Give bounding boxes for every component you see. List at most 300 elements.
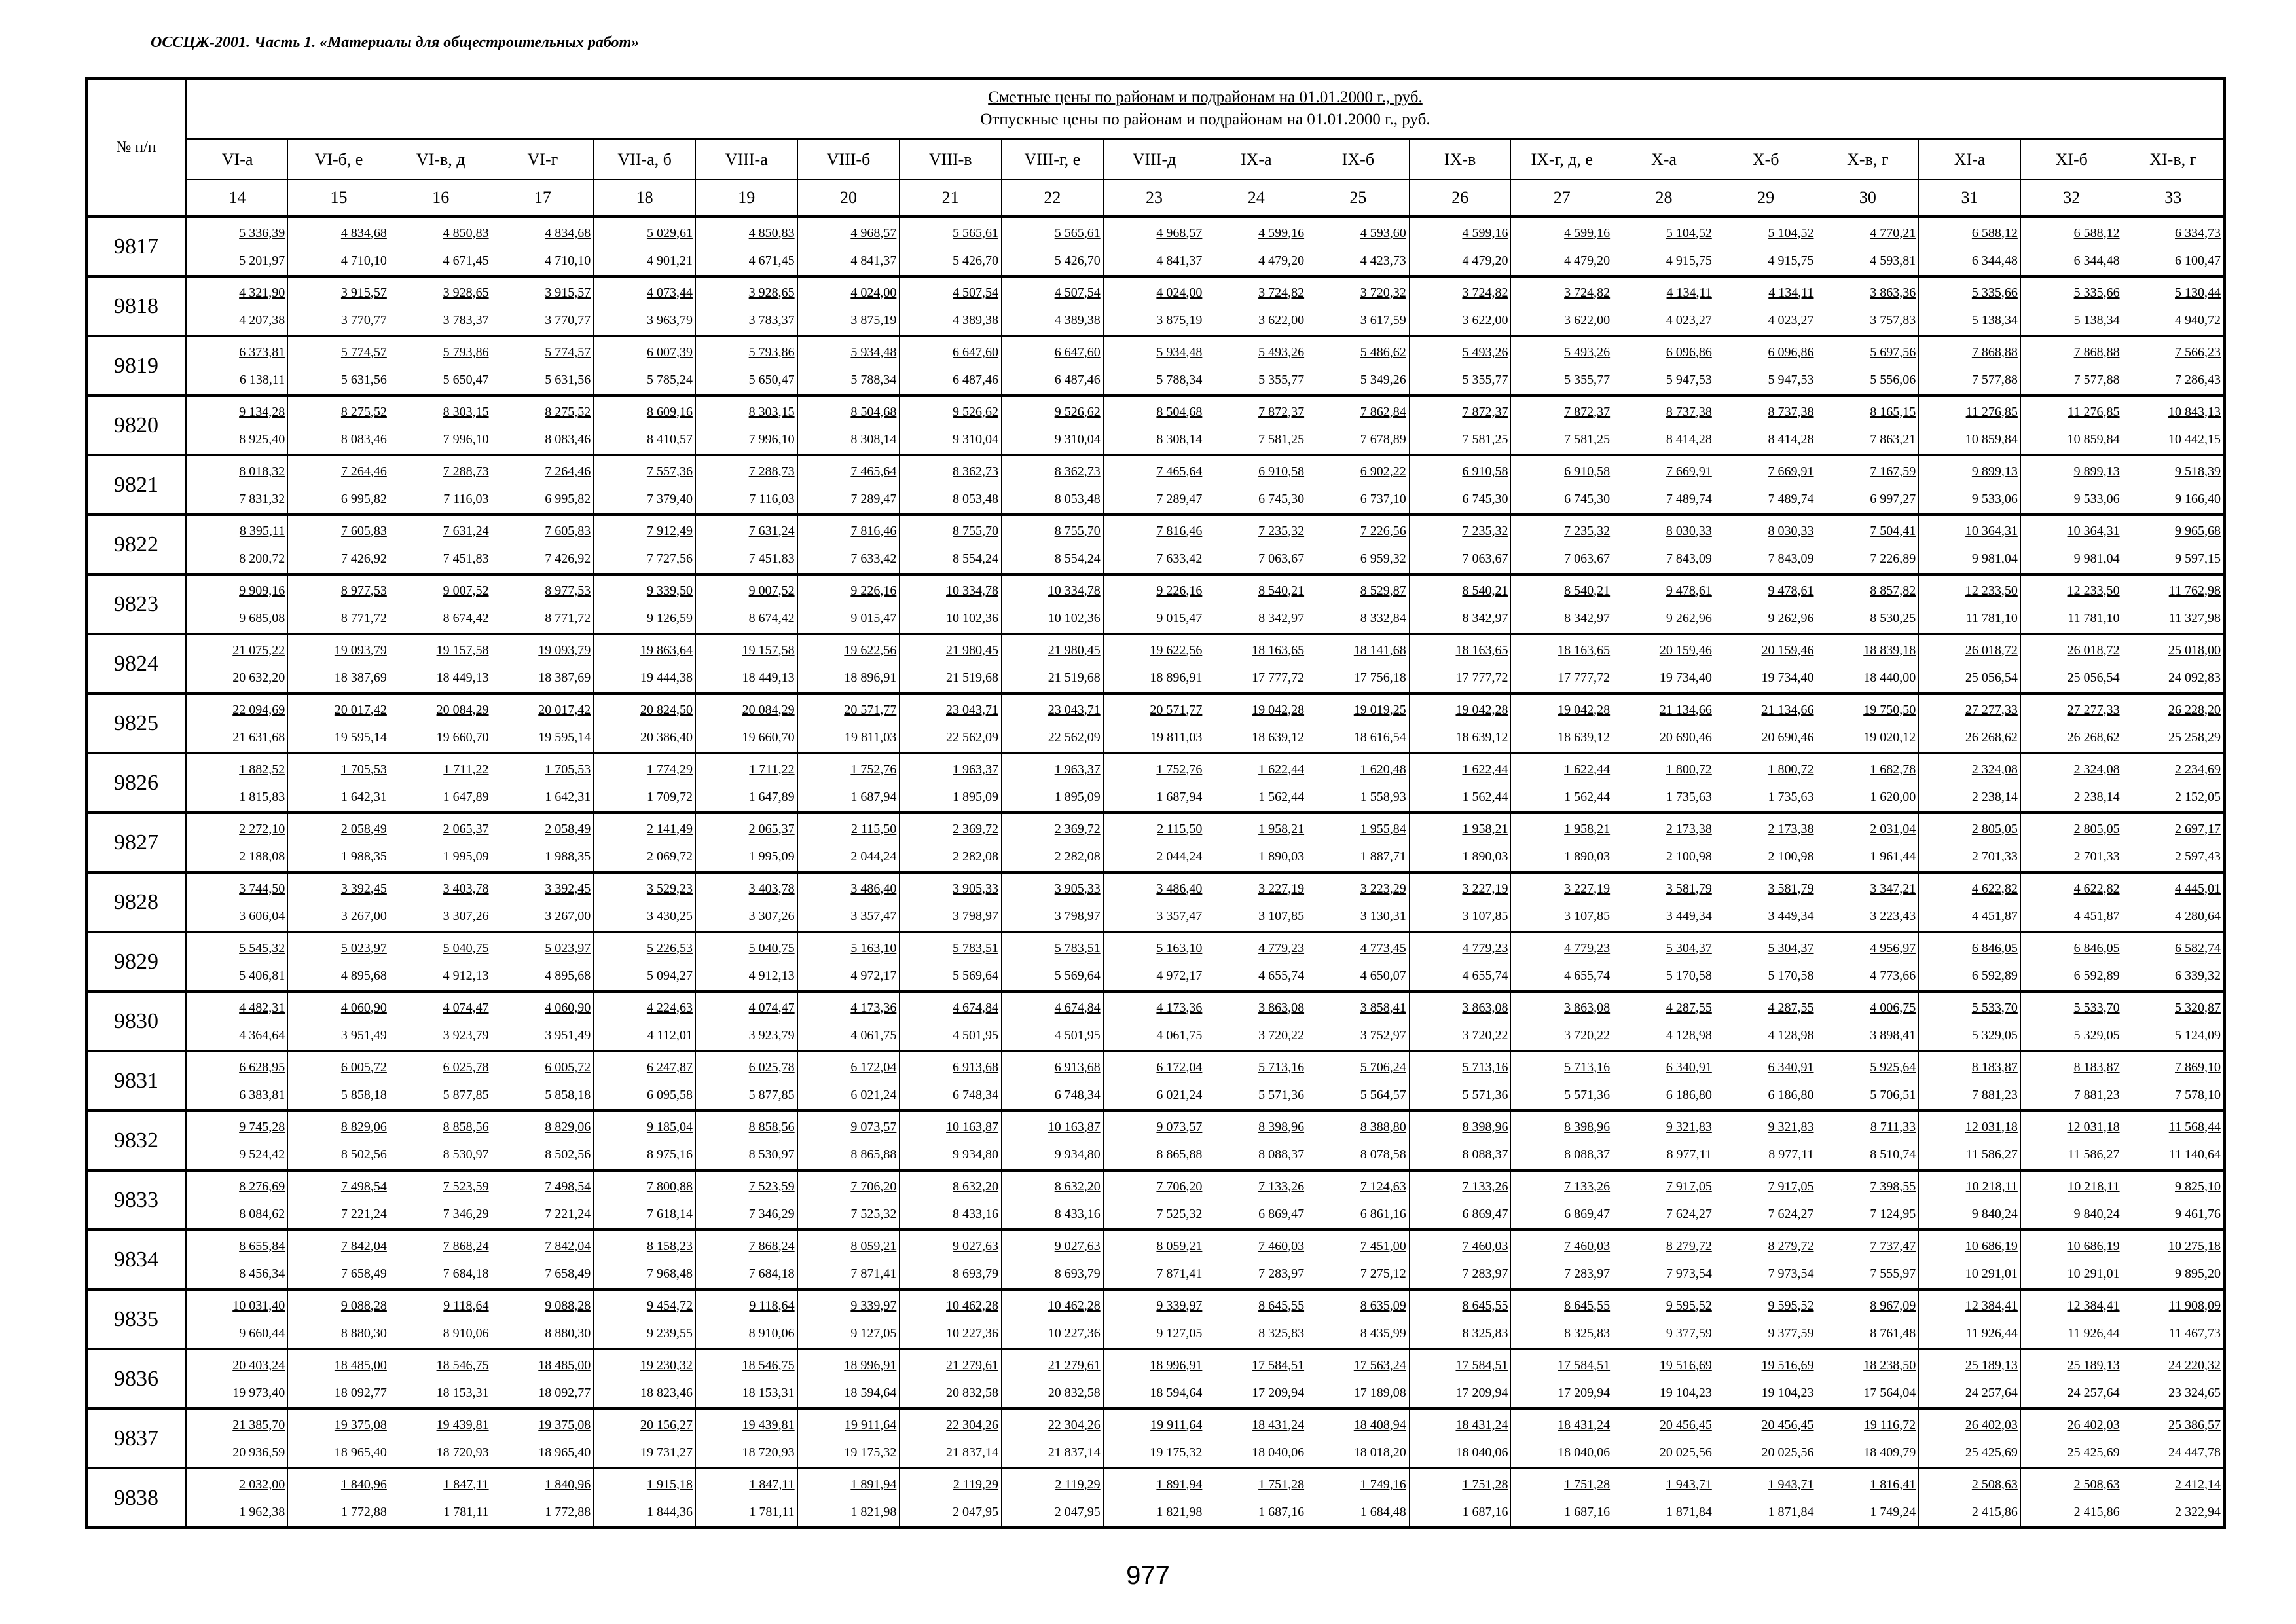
price-cell	[1307, 336, 1410, 396]
price-cell	[797, 1051, 900, 1111]
price-cell	[390, 1170, 492, 1230]
price-cell	[1817, 336, 1919, 396]
estimated-price: 9 118,64	[443, 1298, 489, 1313]
estimated-price: 9 088,28	[340, 1298, 387, 1313]
estimated-price: 10 218,11	[2068, 1179, 2120, 1194]
price-cell	[695, 1230, 797, 1289]
release-price: 7 658,49	[545, 1266, 591, 1281]
release-price: 18 018,20	[1353, 1445, 1406, 1460]
price-cell	[797, 693, 900, 753]
estimated-price: 1 915,18	[646, 1477, 693, 1492]
row-number: 9822	[86, 515, 186, 574]
release-price: 8 865,88	[850, 1147, 897, 1162]
estimated-price: 7 460,03	[1258, 1238, 1305, 1253]
release-price: 17 209,94	[1455, 1385, 1508, 1400]
price-cell	[492, 1111, 594, 1170]
estimated-price: 6 588,12	[2073, 225, 2120, 240]
release-price: 7 283,97	[1564, 1266, 1611, 1281]
release-price: 9 685,08	[239, 610, 285, 625]
estimated-price: 6 647,60	[953, 344, 998, 360]
price-cell	[695, 932, 797, 991]
release-price: 10 227,36	[1048, 1325, 1101, 1340]
estimated-price: 20 403,24	[232, 1357, 285, 1373]
release-price: 4 061,75	[850, 1027, 897, 1043]
price-cell	[186, 693, 288, 753]
estimated-price: 8 275,52	[340, 404, 387, 419]
estimated-price: 5 130,44	[2174, 285, 2221, 300]
price-cell	[288, 1468, 390, 1528]
estimated-price: 6 910,58	[1462, 464, 1508, 479]
release-price: 2 282,08	[953, 849, 998, 864]
price-cell	[1307, 455, 1410, 515]
price-cell	[1817, 693, 1919, 753]
release-price: 18 594,64	[1150, 1385, 1203, 1400]
estimated-price: 19 750,50	[1863, 702, 1916, 717]
price-cell	[1409, 693, 1511, 753]
release-price: 9 533,06	[1971, 491, 2018, 506]
estimated-price: 5 934,48	[850, 344, 897, 360]
price-cell	[186, 1468, 288, 1528]
estimated-price: 7 226,56	[1360, 523, 1406, 538]
estimated-price: 1 840,96	[340, 1477, 387, 1492]
price-cell	[1511, 217, 1613, 276]
estimated-price: 1 943,71	[1768, 1477, 1814, 1492]
estimated-price: 7 398,55	[1870, 1179, 1916, 1194]
price-cell	[797, 634, 900, 693]
estimated-price: 8 540,21	[1564, 583, 1611, 598]
estimated-price: 7 816,46	[850, 523, 897, 538]
release-price: 3 617,59	[1360, 312, 1406, 327]
estimated-price: 3 223,29	[1360, 881, 1406, 896]
release-price: 5 349,26	[1360, 372, 1406, 387]
estimated-price: 19 911,64	[1150, 1417, 1203, 1432]
release-price: 4 671,45	[443, 253, 489, 268]
price-cell	[1103, 991, 1205, 1051]
table-row	[86, 515, 2225, 574]
price-cell	[900, 515, 1002, 574]
release-price: 9 840,24	[2073, 1206, 2120, 1221]
estimated-price: 1 963,37	[953, 762, 998, 777]
estimated-price: 8 857,82	[1870, 583, 1916, 598]
release-price: 7 489,74	[1666, 491, 1712, 506]
price-cell	[1409, 1289, 1511, 1349]
release-price: 18 409,79	[1863, 1445, 1916, 1460]
price-cell	[1919, 574, 2021, 634]
price-cell	[1409, 1170, 1511, 1230]
release-price: 9 660,44	[239, 1325, 285, 1340]
price-cell	[695, 813, 797, 872]
row-number: 9838	[86, 1468, 186, 1528]
release-price: 8 771,72	[545, 610, 591, 625]
estimated-price: 2 173,38	[1768, 821, 1814, 836]
release-price: 18 092,77	[538, 1385, 591, 1400]
release-price: 6 861,16	[1360, 1206, 1406, 1221]
estimated-price: 9 478,61	[1768, 583, 1814, 598]
release-price: 4 912,13	[443, 968, 489, 983]
estimated-price: 4 593,60	[1360, 225, 1406, 240]
price-cell	[1919, 1349, 2021, 1409]
estimated-price: 7 557,36	[646, 464, 693, 479]
estimated-price: 18 546,75	[436, 1357, 489, 1373]
estimated-price: 19 116,72	[1863, 1417, 1916, 1432]
release-price: 2 282,08	[1054, 849, 1101, 864]
price-cell	[797, 515, 900, 574]
price-cell	[186, 634, 288, 693]
price-cell	[1103, 336, 1205, 396]
table-row	[86, 336, 2225, 396]
release-price: 4 364,64	[239, 1027, 285, 1043]
estimated-price: 4 074,47	[443, 1000, 489, 1015]
price-cell	[1715, 932, 1817, 991]
release-price: 9 934,80	[953, 1147, 998, 1162]
release-price: 9 524,42	[239, 1147, 285, 1162]
price-cell	[1409, 396, 1511, 455]
release-price: 7 881,23	[2073, 1087, 2120, 1102]
estimated-price: 6 647,60	[1054, 344, 1101, 360]
estimated-price: 20 456,45	[1761, 1417, 1814, 1432]
price-cell	[288, 396, 390, 455]
price-cell	[1002, 1289, 1104, 1349]
estimated-price: 1 943,71	[1666, 1477, 1712, 1492]
release-price: 5 355,77	[1258, 372, 1305, 387]
price-cell	[1409, 1468, 1511, 1528]
price-cell	[1919, 1170, 2021, 1230]
estimated-price: 6 910,58	[1258, 464, 1305, 479]
release-price: 1 821,98	[1156, 1504, 1203, 1519]
release-price: 5 631,56	[340, 372, 387, 387]
estimated-price: 18 485,00	[334, 1357, 387, 1373]
release-price: 5 569,64	[1054, 968, 1101, 983]
estimated-price: 4 321,90	[239, 285, 285, 300]
estimated-price: 7 451,00	[1360, 1238, 1406, 1253]
price-cell	[288, 872, 390, 932]
release-price: 3 107,85	[1258, 908, 1305, 923]
release-price: 4 501,95	[1054, 1027, 1101, 1043]
estimated-price: 2 065,37	[443, 821, 489, 836]
price-cell	[390, 1349, 492, 1409]
row-number: 9837	[86, 1409, 186, 1468]
estimated-price: 9 226,16	[850, 583, 897, 598]
release-price: 11 926,44	[2068, 1325, 2120, 1340]
price-cell	[695, 217, 797, 276]
price-cell	[594, 396, 696, 455]
estimated-price: 4 024,00	[850, 285, 897, 300]
estimated-price: 9 027,63	[953, 1238, 998, 1253]
estimated-price: 1 705,53	[340, 762, 387, 777]
estimated-price: 4 599,16	[1462, 225, 1508, 240]
column-number: 27	[1511, 180, 1613, 217]
release-price: 1 642,31	[545, 789, 591, 804]
release-price: 1 684,48	[1360, 1504, 1406, 1519]
release-price: 9 166,40	[2174, 491, 2221, 506]
estimated-price: 9 007,52	[748, 583, 795, 598]
price-cell	[1817, 515, 1919, 574]
estimated-price: 7 133,26	[1462, 1179, 1508, 1194]
release-price: 3 770,77	[545, 312, 591, 327]
price-cell	[390, 1111, 492, 1170]
price-cell	[1817, 1409, 1919, 1468]
release-price: 8 674,42	[748, 610, 795, 625]
release-price: 5 329,05	[1971, 1027, 2018, 1043]
price-cell	[1205, 336, 1307, 396]
release-price: 5 170,58	[1768, 968, 1814, 983]
release-price: 5 788,34	[1156, 372, 1203, 387]
price-cell	[1919, 634, 2021, 693]
estimated-price: 1 751,28	[1462, 1477, 1508, 1492]
price-cell	[1715, 217, 1817, 276]
column-number: 21	[900, 180, 1002, 217]
release-price: 3 720,22	[1462, 1027, 1508, 1043]
estimated-price: 8 165,15	[1870, 404, 1916, 419]
price-cell	[1002, 1111, 1104, 1170]
price-cell	[1409, 634, 1511, 693]
estimated-price: 4 073,44	[646, 285, 693, 300]
price-cell	[186, 574, 288, 634]
release-price: 18 387,69	[538, 670, 591, 685]
release-price: 3 898,41	[1870, 1027, 1916, 1043]
release-price: 9 015,47	[850, 610, 897, 625]
price-cell	[288, 455, 390, 515]
release-price: 4 895,68	[545, 968, 591, 983]
estimated-price: 8 303,15	[748, 404, 795, 419]
price-cell	[1307, 276, 1410, 336]
price-cell	[695, 1468, 797, 1528]
estimated-price: 8 183,87	[1971, 1060, 2018, 1075]
table-row	[86, 1230, 2225, 1289]
estimated-price: 9 321,83	[1768, 1119, 1814, 1134]
release-price: 8 910,06	[443, 1325, 489, 1340]
release-price: 1 995,09	[443, 849, 489, 864]
price-cell	[1715, 991, 1817, 1051]
region-header: VIII-б	[797, 139, 900, 180]
estimated-price: 19 157,58	[742, 642, 795, 657]
release-price: 1 647,89	[443, 789, 489, 804]
price-cell	[1613, 813, 1715, 872]
release-price: 22 562,09	[946, 729, 998, 745]
price-cell	[1919, 1051, 2021, 1111]
estimated-price: 7 868,24	[748, 1238, 795, 1253]
estimated-price: 19 375,08	[538, 1417, 591, 1432]
estimated-price: 21 279,61	[1048, 1357, 1101, 1373]
table-row	[86, 872, 2225, 932]
estimated-price: 7 504,41	[1870, 523, 1916, 538]
estimated-price: 5 774,57	[545, 344, 591, 360]
price-cell	[900, 574, 1002, 634]
price-cell	[900, 991, 1002, 1051]
release-price: 6 869,47	[1258, 1206, 1305, 1221]
price-cell	[594, 1289, 696, 1349]
price-cell	[1205, 1289, 1307, 1349]
release-price: 5 564,57	[1360, 1087, 1406, 1102]
release-price: 8 433,16	[1054, 1206, 1101, 1221]
release-price: 7 451,83	[443, 551, 489, 566]
estimated-price: 8 529,87	[1360, 583, 1406, 598]
release-price: 3 798,97	[953, 908, 998, 923]
release-price: 18 720,93	[742, 1445, 795, 1460]
price-cell	[1205, 1349, 1307, 1409]
release-price: 8 083,46	[340, 432, 387, 447]
price-cell	[2123, 217, 2225, 276]
price-cell	[288, 1349, 390, 1409]
release-price: 1 821,98	[850, 1504, 897, 1519]
price-cell	[594, 872, 696, 932]
price-cell	[2123, 1170, 2225, 1230]
price-cell	[1511, 276, 1613, 336]
estimated-price: 6 334,73	[2174, 225, 2221, 240]
estimated-price: 18 431,24	[1252, 1417, 1305, 1432]
release-price: 8 880,30	[340, 1325, 387, 1340]
row-number: 9829	[86, 932, 186, 991]
release-price: 1 781,11	[443, 1504, 489, 1519]
release-price: 7 996,10	[748, 432, 795, 447]
price-cell	[594, 1468, 696, 1528]
estimated-price: 7 669,91	[1666, 464, 1712, 479]
release-price: 2 238,14	[2073, 789, 2120, 804]
release-price: 2 415,86	[2073, 1504, 2120, 1519]
column-number: 19	[695, 180, 797, 217]
estimated-price: 3 581,79	[1666, 881, 1712, 896]
estimated-price: 7 706,20	[850, 1179, 897, 1194]
column-number: 30	[1817, 180, 1919, 217]
estimated-price: 3 347,21	[1870, 881, 1916, 896]
estimated-price: 8 388,80	[1360, 1119, 1406, 1134]
estimated-price: 3 486,40	[1156, 881, 1203, 896]
price-cell	[186, 1230, 288, 1289]
estimated-price: 25 189,13	[1965, 1357, 2018, 1373]
release-price: 10 291,01	[2067, 1266, 2120, 1281]
price-cell	[1919, 336, 2021, 396]
release-price: 19 734,40	[1659, 670, 1712, 685]
price-cell	[1511, 1468, 1613, 1528]
price-cell	[1613, 455, 1715, 515]
price-cell	[1715, 693, 1817, 753]
estimated-price: 7 706,20	[1156, 1179, 1203, 1194]
estimated-price: 5 493,26	[1564, 344, 1611, 360]
price-cell	[2020, 396, 2123, 455]
estimated-price: 1 800,72	[1666, 762, 1712, 777]
price-cell	[1002, 1230, 1104, 1289]
release-price: 1 687,16	[1564, 1504, 1611, 1519]
release-price: 6 339,32	[2174, 968, 2221, 983]
price-cell	[1919, 1111, 2021, 1170]
estimated-price: 3 227,19	[1462, 881, 1508, 896]
release-price: 4 128,98	[1768, 1027, 1814, 1043]
release-price: 3 923,79	[443, 1027, 489, 1043]
release-price: 6 592,89	[1971, 968, 2018, 983]
price-cell	[594, 693, 696, 753]
release-price: 1 749,24	[1870, 1504, 1916, 1519]
estimated-price: 8 540,21	[1462, 583, 1508, 598]
price-cell	[1919, 753, 2021, 813]
price-cell	[1409, 1409, 1511, 1468]
price-cell	[797, 932, 900, 991]
price-cell	[1715, 1349, 1817, 1409]
price-cell	[288, 276, 390, 336]
release-price: 5 329,05	[2073, 1027, 2120, 1043]
estimated-price: 5 163,10	[850, 940, 897, 955]
price-cell	[594, 1349, 696, 1409]
price-cell	[1205, 1111, 1307, 1170]
price-cell	[1103, 1289, 1205, 1349]
price-cell	[594, 1230, 696, 1289]
price-cell	[1205, 813, 1307, 872]
estimated-price: 9 518,39	[2174, 464, 2221, 479]
price-cell	[797, 336, 900, 396]
price-cell	[2123, 276, 2225, 336]
price-cell	[1307, 872, 1410, 932]
price-cell	[1205, 872, 1307, 932]
estimated-price: 8 977,53	[545, 583, 591, 598]
release-price: 8 530,97	[748, 1147, 795, 1162]
price-cell	[797, 753, 900, 813]
estimated-price: 6 846,05	[2073, 940, 2120, 955]
estimated-price: 20 156,27	[640, 1417, 693, 1432]
estimated-price: 19 230,32	[640, 1357, 693, 1373]
price-cell	[1817, 217, 1919, 276]
price-table	[85, 77, 2226, 1529]
release-price: 1 772,88	[340, 1504, 387, 1519]
estimated-price: 5 023,97	[545, 940, 591, 955]
release-price: 6 100,47	[2174, 253, 2221, 268]
price-cell	[1409, 753, 1511, 813]
release-price: 9 981,04	[2073, 551, 2120, 566]
price-cell	[594, 634, 696, 693]
estimated-price: 9 595,52	[1666, 1298, 1712, 1313]
release-price: 3 783,37	[443, 312, 489, 327]
release-price: 25 425,69	[1965, 1445, 2018, 1460]
release-price: 19 811,03	[845, 729, 897, 745]
price-cell	[1205, 455, 1307, 515]
release-price: 7 283,97	[1462, 1266, 1508, 1281]
price-cell	[492, 1409, 594, 1468]
estimated-price: 3 724,82	[1258, 285, 1305, 300]
release-price: 8 530,25	[1870, 610, 1916, 625]
row-number: 9827	[86, 813, 186, 872]
price-cell	[900, 396, 1002, 455]
estimated-price: 8 632,20	[1054, 1179, 1101, 1194]
price-cell	[900, 693, 1002, 753]
region-header: VI-в, д	[390, 139, 492, 180]
price-cell	[186, 1051, 288, 1111]
price-cell	[492, 455, 594, 515]
price-cell	[1715, 634, 1817, 693]
estimated-price: 8 059,21	[850, 1238, 897, 1253]
estimated-price: 9 226,16	[1156, 583, 1203, 598]
price-cell	[1613, 1111, 1715, 1170]
estimated-price: 3 403,78	[748, 881, 795, 896]
release-price: 7 426,92	[545, 551, 591, 566]
price-cell	[797, 872, 900, 932]
estimated-price: 4 779,23	[1258, 940, 1305, 955]
price-cell	[695, 693, 797, 753]
estimated-price: 3 724,82	[1564, 285, 1611, 300]
estimated-price: 5 774,57	[340, 344, 387, 360]
release-price: 7 379,40	[646, 491, 693, 506]
estimated-price: 18 996,91	[844, 1357, 897, 1373]
table-row	[86, 574, 2225, 634]
estimated-price: 10 686,19	[1965, 1238, 2018, 1253]
release-price: 7 286,43	[2174, 372, 2221, 387]
estimated-price: 7 124,63	[1360, 1179, 1406, 1194]
release-price: 9 934,80	[1054, 1147, 1101, 1162]
estimated-price: 5 163,10	[1156, 940, 1203, 955]
price-cell	[1613, 932, 1715, 991]
estimated-price: 9 118,64	[749, 1298, 795, 1313]
region-header: XI-а	[1919, 139, 2021, 180]
release-price: 11 140,64	[2168, 1147, 2221, 1162]
price-cell	[1817, 753, 1919, 813]
estimated-price: 26 402,03	[2067, 1417, 2120, 1432]
